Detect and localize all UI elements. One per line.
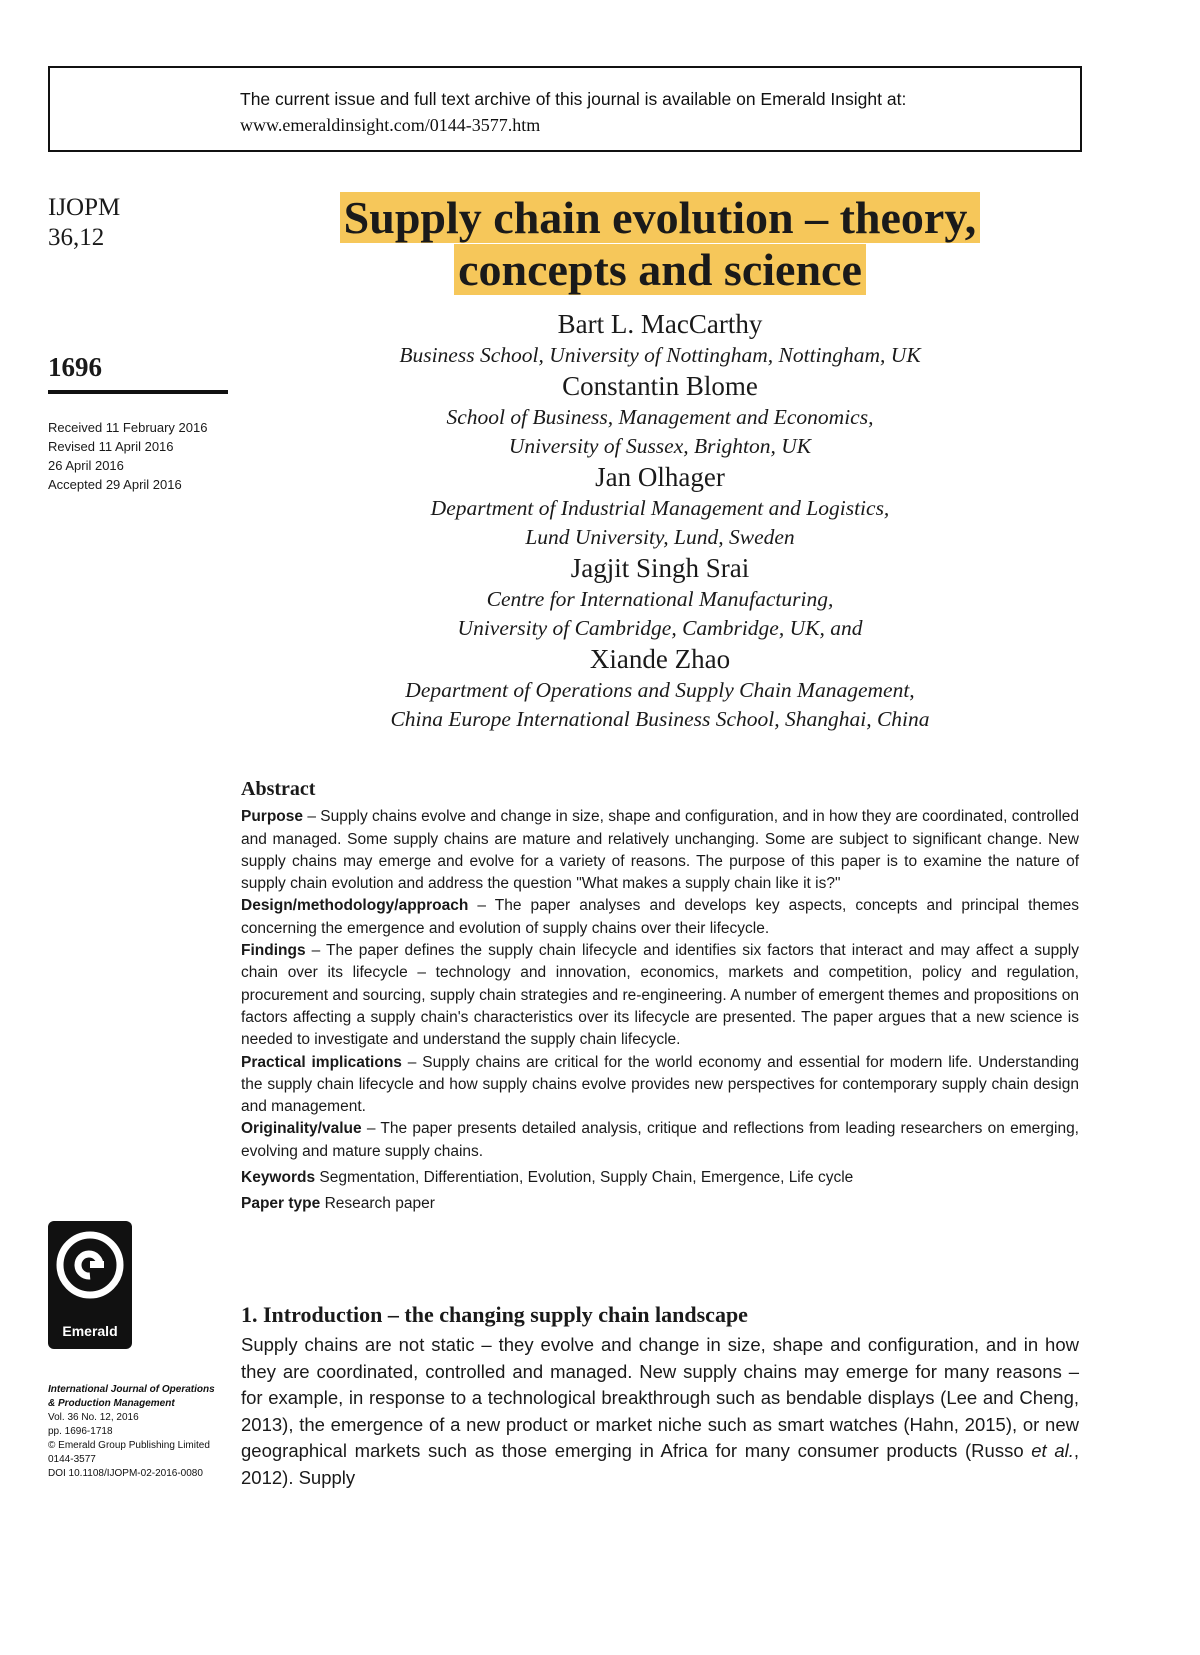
logo-wordmark: Emerald — [62, 1323, 118, 1339]
date-accepted: Accepted 29 April 2016 — [48, 477, 182, 492]
doi: DOI 10.1108/IJOPM-02-2016-0080 — [48, 1468, 203, 1479]
author-affiliation: China Europe International Business School, Shanghai, China — [390, 707, 930, 731]
title-line-1: Supply chain evolution – theory, — [340, 192, 981, 243]
archive-notice-text: The current issue and full text archive of this journal is available on Emerald Insight at: — [240, 89, 907, 109]
abstract-findings — [241, 940, 1079, 1051]
keywords-text: Segmentation, Differentiation, Evolution, Supply Chain, Emergence, Life cycle — [315, 1169, 854, 1187]
design-label: Design/methodology/approach — [241, 897, 469, 915]
author-list — [240, 308, 1080, 734]
author-name: Constantin Blome — [562, 371, 758, 401]
section-heading: 1. Introduction – the changing supply chain landscape — [241, 1302, 748, 1327]
author-name: Jan Olhager — [595, 462, 725, 492]
findings-text: – The paper defines the supply chain lifecycle and identifies six factors that interact and may affect a supply chain over its lifecycle – technology and innovation, economics, markets and competition, policy and regulation, procurement and sourcing, supply chain strategies and re-engineering. A number of emergent themes and propositions on factors affecting a supply chain's characteristics over its lifecycle are presented. The paper argues that a new science is needed to investigate and understand the supply chain lifecycle. — [241, 942, 1079, 1049]
intro-paragraph — [241, 1332, 1079, 1491]
author-affiliation: School of Business, Management and Economics, — [446, 405, 874, 429]
abstract-heading: Abstract — [241, 778, 316, 800]
page-number: 1696 — [48, 352, 102, 382]
author-name: Xiande Zhao — [589, 644, 731, 674]
date-revised: Revised 11 April 2016 — [48, 439, 174, 454]
findings-label: Findings — [241, 942, 306, 960]
originality-text: – The paper presents detailed analysis, critique and reflections from leading researchers on emerging, evolving and mature supply chains. — [241, 1120, 1079, 1160]
date-revised-2: 26 April 2016 — [48, 458, 124, 473]
emerald-logo — [48, 1221, 132, 1349]
archive-notice — [240, 86, 906, 138]
abstract-design — [241, 895, 1079, 940]
abstract-paper-type — [241, 1193, 1079, 1215]
paper-type-label: Paper type — [241, 1195, 321, 1213]
archive-notice-box — [48, 66, 1082, 152]
author-affiliation: Department of Operations and Supply Chain Management, — [405, 678, 915, 702]
author-affiliation: University of Sussex, Brighton, UK — [508, 434, 812, 458]
author-name: Jagjit Singh Srai — [570, 553, 750, 583]
abstract-keywords — [241, 1167, 1079, 1189]
originality-label: Originality/value — [241, 1120, 362, 1138]
citation-etal: et al. — [1031, 1440, 1074, 1461]
abstract-originality — [241, 1118, 1079, 1163]
journal-abbrev: IJOPM — [48, 194, 121, 221]
journal-code-block — [48, 193, 120, 253]
abstract-practical — [241, 1052, 1079, 1119]
page-range: pp. 1696-1718 — [48, 1426, 113, 1437]
intro-text-end: , 2012). Supply — [241, 1440, 1079, 1488]
author-affiliation: Centre for International Manufacturing, — [486, 587, 834, 611]
introduction-section — [241, 1302, 1079, 1491]
author-affiliation: Lund University, Lund, Sweden — [525, 525, 795, 549]
title-line-2: concepts and science — [454, 244, 866, 295]
practical-text: – Supply chains are critical for the world economy and essential for modern life. Understanding the supply chain lifecycle and how supply chains evolve provides new perspectives for contemporary supply chain design and management. — [241, 1053, 1080, 1116]
volume-info: Vol. 36 No. 12, 2016 — [48, 1412, 139, 1423]
journal-volume: 36,12 — [48, 224, 105, 251]
author-affiliation: University of Cambridge, Cambridge, UK, and — [457, 616, 863, 640]
journal-name-line: International Journal of Operations — [48, 1384, 215, 1395]
archive-url-link[interactable]: www.emeraldinsight.com/0144-3577.htm — [240, 115, 541, 135]
practical-label: Practical implications — [241, 1053, 402, 1071]
purpose-text: – Supply chains evolve and change in size, shape and configuration, and in how they are coordinated, controlled and managed. Some supply chains are mature and relatively unchanging. Some are subject to significant change. New supply chains may emerge and evolve for a variety of reasons. The purpose of this paper is to examine the nature of supply chain evolution and address the question "What makes a supply chain like it is?" — [241, 808, 1079, 893]
emerald-logo-icon — [56, 1229, 124, 1305]
received-dates — [48, 418, 207, 494]
author-name: Bart L. MacCarthy — [557, 309, 763, 339]
journal-name-line: & Production Management — [48, 1398, 175, 1409]
design-text: – The paper analyses and develops key aspects, concepts and principal themes concerning the emergence and evolution of supply chains over their lifecycle. — [241, 897, 1079, 937]
issn: 0144-3577 — [48, 1454, 96, 1465]
abstract-section — [241, 778, 1079, 1216]
intro-text: Supply chains are not static – they evolve and change in size, shape and configuration, and in how they are coordinated, controlled and managed. New supply chains may emerge for many reasons – for example, in response to a technological breakthrough such as bendable displays (Lee and Cheng, 2013), the emergence of a new product or market niche such as smart watches (Hahn, 2015), or new geographical markets such as those emerging in Africa for many consumer products (Russo — [241, 1334, 1079, 1461]
author-affiliation: Department of Industrial Management and Logistics, — [430, 496, 890, 520]
copyright: © Emerald Group Publishing Limited — [48, 1440, 210, 1451]
author-affiliation: Business School, University of Nottingham, Nottingham, UK — [399, 343, 921, 367]
keywords-label: Keywords — [241, 1169, 316, 1187]
date-received: Received 11 February 2016 — [48, 420, 208, 435]
article-title — [240, 192, 1080, 296]
abstract-purpose — [241, 806, 1079, 895]
margin-divider — [48, 390, 228, 394]
publication-info — [48, 1383, 238, 1481]
purpose-label: Purpose — [241, 808, 304, 826]
paper-type-text: Research paper — [320, 1195, 435, 1213]
